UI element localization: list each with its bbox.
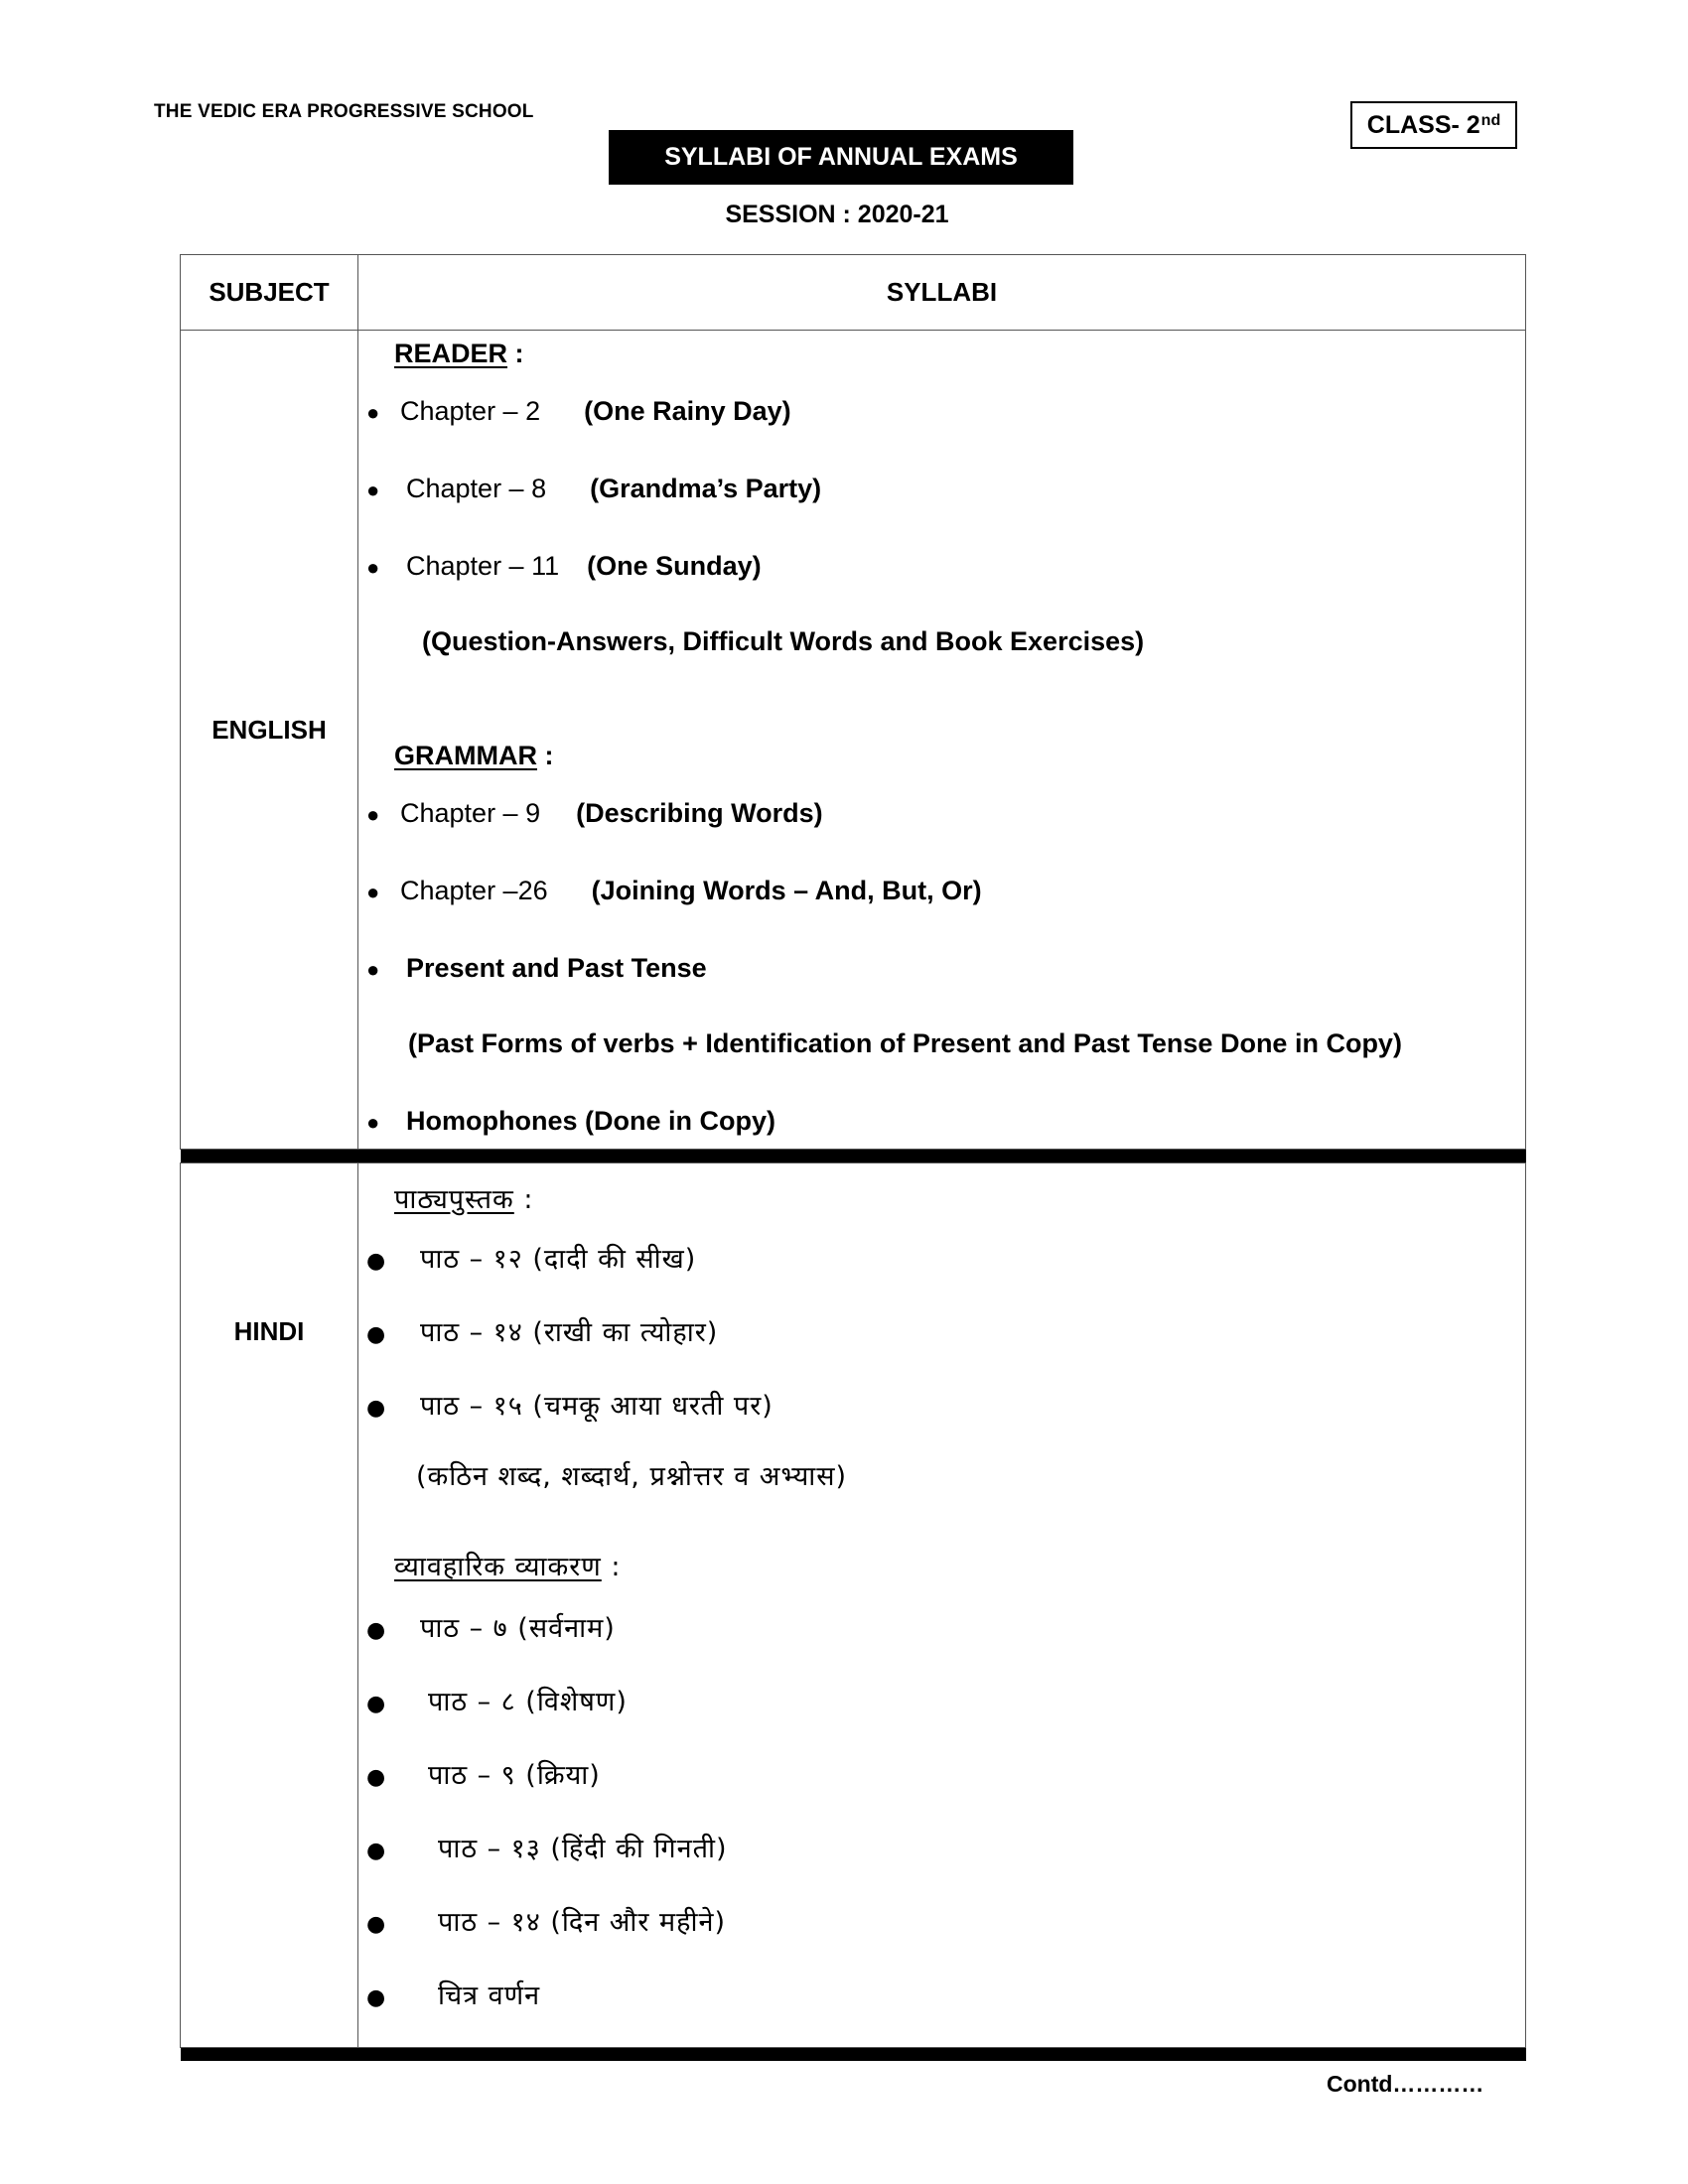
session-line	[0, 201, 1688, 229]
reader-heading: READER	[394, 339, 508, 368]
list-item	[366, 474, 821, 504]
session-text: SESSION : 2020-21	[725, 201, 949, 228]
list-item	[366, 1829, 728, 1865]
grammar-colon: :	[536, 741, 554, 770]
separator-cell	[181, 2048, 358, 2062]
bullet-icon: ●	[366, 1765, 387, 1790]
list-item	[366, 1976, 540, 2012]
school-name: THE VEDIC ERA PROGRESSIVE SCHOOL	[154, 101, 534, 122]
bullet-icon: ●	[366, 478, 380, 502]
lesson-text: पाठ – १४ (राखी का त्योहार)	[420, 1317, 719, 1348]
grammar-heading: GRAMMAR	[394, 741, 537, 770]
bullet-icon: ●	[366, 1912, 387, 1937]
lesson-text: पाठ – १३ (हिंदी की गिनती)	[438, 1834, 728, 1864]
bullet-icon: ●	[366, 1692, 387, 1716]
row-separator	[181, 1150, 1526, 1163]
bullet-icon: ●	[366, 1322, 387, 1347]
list-item	[366, 1312, 718, 1349]
list-item	[366, 876, 982, 906]
list-item	[366, 1755, 601, 1792]
textbook-heading-line	[394, 1179, 533, 1216]
class-suffix: nd	[1480, 112, 1501, 129]
chapter-number: Chapter –26	[400, 876, 548, 905]
tense-note: (Past Forms of verbs + Identification of Present and Past Tense Done in Copy)	[408, 1028, 1402, 1058]
reader-note: (Question-Answers, Difficult Words and Book Exercises)	[422, 626, 1145, 656]
table-header-row	[181, 255, 1526, 331]
table-row-english	[181, 331, 1526, 1150]
page-title: SYLLABI OF ANNUAL EXAMS	[609, 130, 1073, 185]
textbook-colon: :	[513, 1184, 534, 1215]
list-item	[366, 396, 791, 427]
bullet-icon: ●	[366, 880, 380, 904]
list-item	[366, 551, 762, 582]
chapter-number: Chapter – 2	[400, 396, 541, 426]
list-item	[366, 1682, 628, 1718]
list-item	[366, 953, 707, 984]
bullet-icon: ●	[366, 1110, 380, 1135]
lesson-text: चित्र वर्णन	[438, 1980, 541, 2011]
reader-heading-line	[394, 339, 524, 369]
bullet-icon: ●	[366, 1985, 387, 2010]
column-header-subject: SUBJECT	[181, 255, 358, 331]
list-item	[366, 798, 823, 829]
textbook-note: (कठिन शब्द, शब्दार्थ, प्रश्नोत्तर व अभ्यास)	[416, 1461, 848, 1492]
bullet-icon: ●	[366, 1249, 387, 1274]
chapter-title: (Joining Words – And, But, Or)	[591, 876, 982, 905]
list-item	[366, 1608, 616, 1645]
list-item	[366, 1902, 726, 1939]
subject-english	[181, 331, 358, 1150]
separator-cell	[358, 1150, 1526, 1163]
subject-label: HINDI	[233, 1316, 305, 1346]
chapter-title: (Describing Words)	[576, 798, 823, 828]
syllabi-hindi	[358, 1163, 1526, 2048]
continued-label: Contd…………	[1327, 2071, 1484, 2097]
bullet-icon: ●	[366, 1618, 387, 1643]
list-item	[366, 1386, 774, 1423]
chapter-number: Chapter – 11	[406, 551, 560, 581]
separator-cell	[181, 1150, 358, 1163]
lesson-text: पाठ – १२ (दादी की सीख)	[420, 1244, 697, 1275]
class-label: CLASS- 2	[1366, 110, 1480, 139]
homophones-item: Homophones (Done in Copy)	[406, 1106, 775, 1136]
class-badge	[1350, 101, 1517, 149]
subject-label: ENGLISH	[211, 714, 327, 745]
hindi-grammar-heading-line	[394, 1547, 621, 1583]
list-item	[366, 1106, 775, 1137]
grammar-heading-line	[394, 741, 553, 771]
bullet-icon: ●	[366, 555, 380, 580]
lesson-text: पाठ – ७ (सर्वनाम)	[420, 1613, 616, 1644]
bullet-icon: ●	[366, 1396, 387, 1421]
tense-item: Present and Past Tense	[406, 953, 707, 983]
bullet-icon: ●	[366, 1839, 387, 1863]
row-separator	[181, 2048, 1526, 2062]
bullet-icon: ●	[366, 957, 380, 982]
bullet-icon: ●	[366, 400, 380, 425]
column-header-syllabi: SYLLABI	[358, 255, 1526, 331]
textbook-heading: पाठ्यपुस्तक	[394, 1184, 514, 1215]
lesson-text: पाठ – ९ (क्रिया)	[428, 1760, 601, 1791]
chapter-title: (One Sunday)	[587, 551, 762, 581]
table-row-hindi	[181, 1163, 1526, 2048]
subject-hindi	[181, 1163, 358, 2048]
separator-cell	[358, 2048, 1526, 2062]
chapter-title: (One Rainy Day)	[584, 396, 791, 426]
lesson-text: पाठ – १४ (दिन और महीने)	[438, 1907, 727, 1938]
syllabus-table	[180, 254, 1526, 2061]
lesson-text: पाठ – ८ (विशेषण)	[428, 1687, 628, 1717]
syllabi-english	[358, 331, 1526, 1150]
lesson-text: पाठ – १५ (चमकू आया धरती पर)	[420, 1391, 774, 1422]
bullet-icon: ●	[366, 802, 380, 827]
hindi-grammar-colon: :	[601, 1552, 622, 1582]
chapter-number: Chapter – 8	[406, 474, 547, 503]
hindi-grammar-heading: व्यावहारिक व्याकरण	[394, 1552, 602, 1582]
chapter-title: (Grandma’s Party)	[590, 474, 822, 503]
list-item	[366, 1239, 696, 1276]
reader-colon: :	[507, 339, 524, 368]
chapter-number: Chapter – 9	[400, 798, 541, 828]
